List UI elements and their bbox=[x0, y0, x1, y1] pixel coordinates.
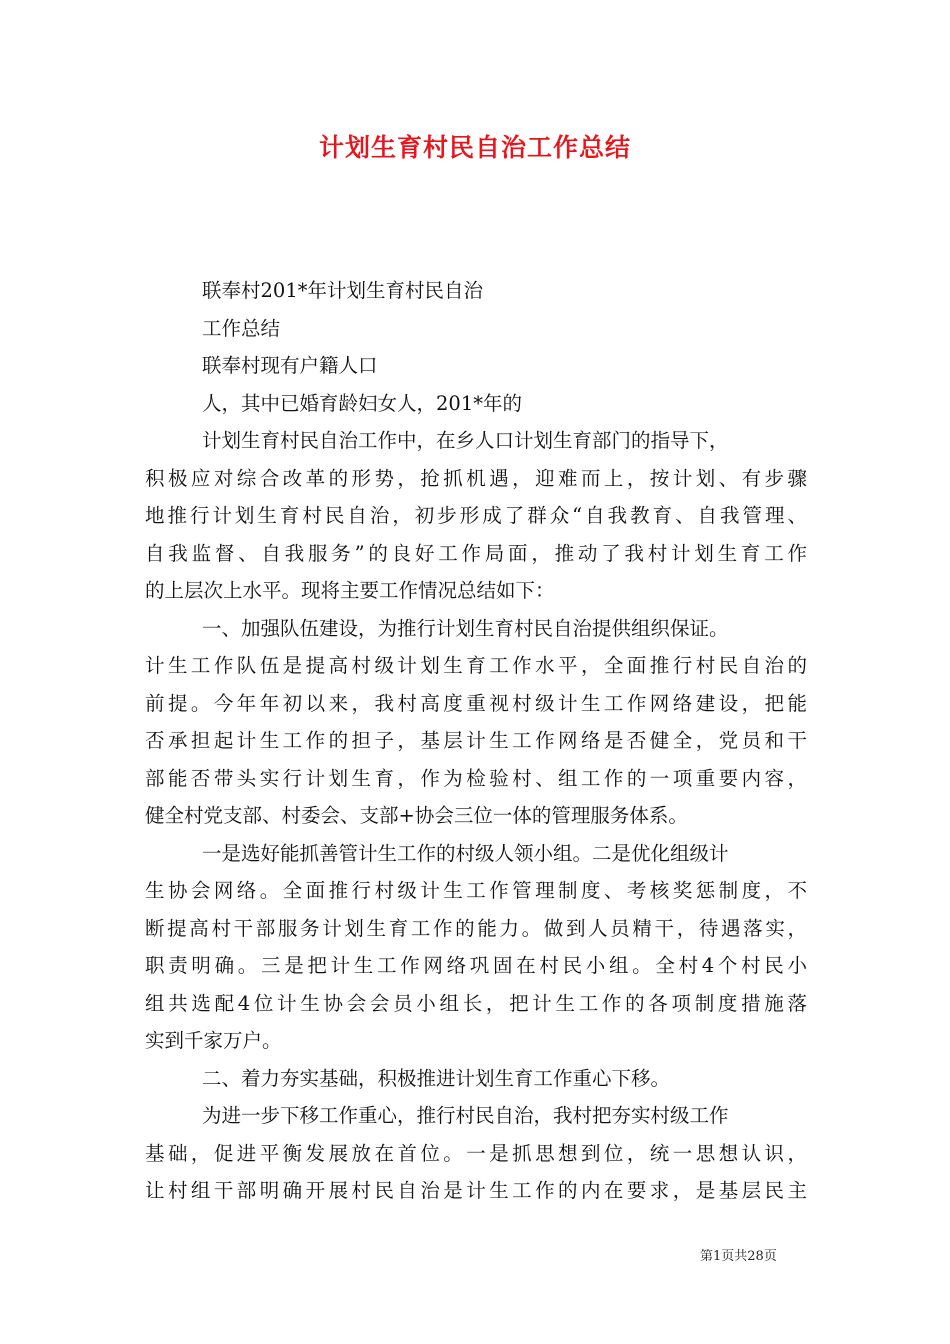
text-line: 前提。今年年初以来，我村高度重视村级计生工作网络建设，把能 bbox=[145, 691, 807, 715]
text-line: 为进一步下移工作重心，推行村民自治，我村把夯实村级工作 bbox=[202, 1104, 729, 1127]
text-line: 基础，促进平衡发展放在首位。一是抓思想到位，统一思想认识， bbox=[145, 1141, 807, 1165]
page-title: 计划生育村民自治工作总结 bbox=[318, 133, 631, 162]
text-line: 工作总结 bbox=[202, 316, 281, 340]
text-line: 健全村党支部、村委会、支部+协会三位一体的管理服务体系。 bbox=[145, 804, 688, 827]
text-line: 的上层次上水平。现将主要工作情况总结如下： bbox=[145, 579, 555, 602]
text-line: 计划生育村民自治工作中，在乡人口计划生育部门的指导下， bbox=[202, 429, 729, 452]
document-body bbox=[145, 272, 807, 1210]
page-footer: 第1页共28页 bbox=[700, 1249, 777, 1264]
text-line: 二、着力夯实基础，积极推进计划生育工作重心下移。 bbox=[202, 1066, 671, 1090]
text-line: 一是选好能抓善管计生工作的村级人领小组。二是优化组级计 bbox=[202, 841, 729, 865]
text-line: 实到千家万户。 bbox=[145, 1029, 282, 1052]
text-line: 计生工作队伍是提高村级计划生育工作水平，全面推行村民自治的 bbox=[145, 654, 807, 677]
text-line: 职责明确。三是把计生工作网络巩固在村民小组。全村4个村民小 bbox=[145, 954, 807, 977]
text-line: 部能否带头实行计划生育，作为检验村、组工作的一项重要内容， bbox=[145, 766, 807, 790]
text-line: 人，其中已婚育龄妇女人，201*年的 bbox=[202, 391, 522, 415]
text-line: 积极应对综合改革的形势，抢抓机遇，迎难而上，按计划、有步骤 bbox=[145, 466, 807, 490]
text-line: 组共选配4位计生协会会员小组长，把计生工作的各项制度措施落 bbox=[145, 991, 807, 1015]
text-line: 联奉村现有户籍人口 bbox=[202, 354, 378, 377]
text-line: 地推行计划生育村民自治，初步形成了群众“自我教育、自我管理、 bbox=[145, 504, 807, 527]
text-line: 否承担起计生工作的担子，基层计生工作网络是否健全，党员和干 bbox=[145, 729, 807, 752]
text-line: 联奉村201*年计划生育村民自治 bbox=[202, 279, 483, 302]
text-line: 断提高村干部服务计划生育工作的能力。做到人员精干，待遇落实， bbox=[145, 916, 807, 940]
text-line: 让村组干部明确开展村民自治是计生工作的内在要求，是基层民主 bbox=[145, 1179, 807, 1202]
text-line: 生协会网络。全面推行村级计生工作管理制度、考核奖惩制度，不 bbox=[145, 879, 807, 902]
text-line: 自我监督、自我服务”的良好工作局面，推动了我村计划生育工作 bbox=[145, 541, 807, 565]
text-line: 一、加强队伍建设，为推行计划生育村民自治提供组织保证。 bbox=[202, 616, 729, 640]
